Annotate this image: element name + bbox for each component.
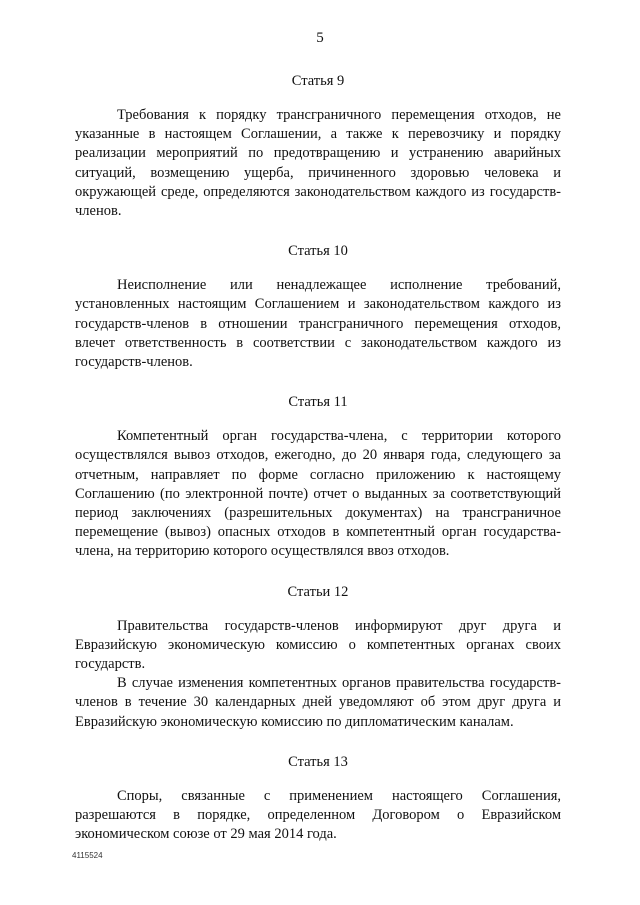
article-title: Статья 11 [288, 394, 348, 411]
article-12 [75, 581, 561, 732]
article-paragraph: Споры, связанные с применением настоящего Соглашения, разрешаются в порядке, определенном Договором о Евразийском экономическом союзе от 29 мая 2014 года. [75, 787, 561, 843]
article-title: Статья 10 [288, 243, 348, 260]
page-number: 5 [316, 30, 324, 46]
document-code: 4115524 [72, 851, 103, 860]
document-body [75, 70, 561, 863]
article-paragraph: В случае изменения компетентных органов правительства государств-членов в течение 30 календарных дней уведомляют об этом друг друга и Евразийскую экономическую комиссию по дипломатическим каналам. [75, 675, 561, 730]
article-paragraph: Неисполнение или ненадлежащее исполнение требований, установленных настоящим Соглашением и законодательством каждого из государств-членов в отношении трансграничного перемещения отходов, влечет ответственность в соответствии с законодательством каждого из государств-членов. [75, 277, 561, 371]
article-paragraph: Правительства государств-членов информируют друг друга и Евразийскую экономическую комиссию о компетентных органах своих государств. [75, 617, 561, 673]
article-10 [75, 240, 561, 372]
article-title: Статья 9 [291, 73, 345, 89]
article-9 [75, 70, 561, 221]
article-11 [75, 391, 561, 561]
article-paragraph: Требования к порядку трансграничного перемещения отходов, не указанные в настоящем Соглашении, а также к перевозчику и порядку реализации мероприятий по предотвращению и устранению аварийных ситуаций, возмещению ущерба, причиненного здоровью человека и окружающей среде, определяются законодательством каждого из государств-членов. [75, 107, 561, 220]
article-title: Статьи 12 [287, 583, 349, 600]
article-title: Статья 13 [288, 753, 348, 770]
article-paragraph: Компетентный орган государства-члена, с территории которого осуществлялся вывоз отходов, ежегодно, до 20 января года, следующего за отчетным, направляет по форме согласно приложению к настоящему Соглашению (по электронной почте) отчет о выданных за соответствующий период заключениях (разрешительных документах) на трансграничное перемещение (вывоз) опасных отходов в компетентный орган государства-члена, на территорию которого осуществлялся ввоз отходов. [75, 428, 561, 560]
article-13 [75, 751, 561, 845]
